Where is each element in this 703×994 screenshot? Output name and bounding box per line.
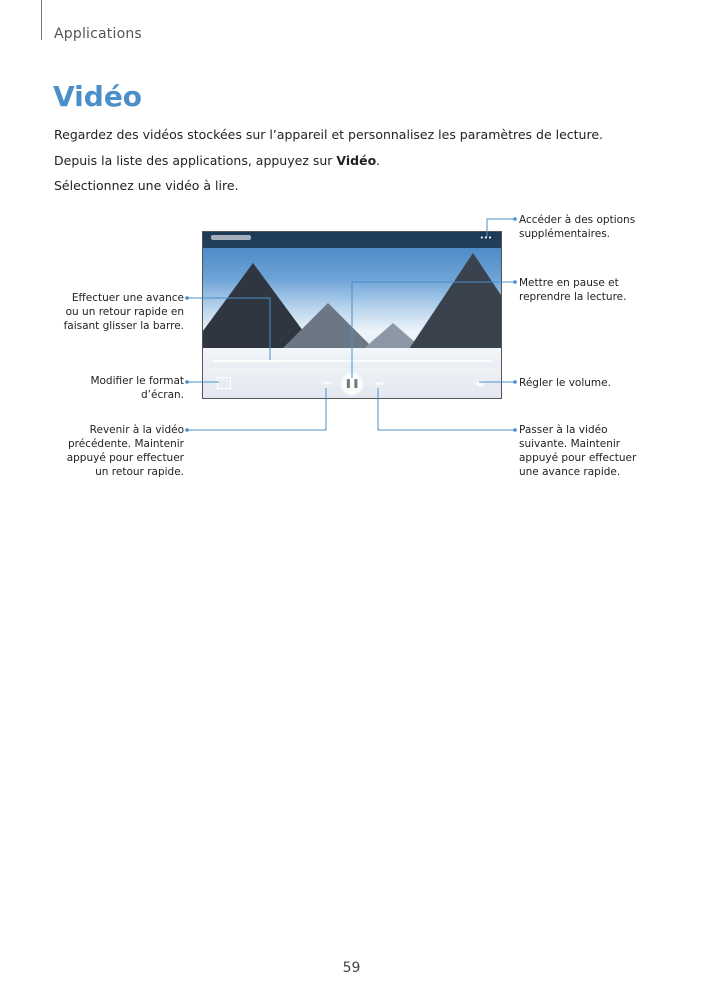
callout-line: appuyé pour effectuer	[519, 452, 637, 464]
section-header: Applications	[54, 26, 142, 42]
callout-line: Mettre en pause et	[519, 277, 619, 289]
callout-seek	[64, 291, 184, 333]
pause-icon[interactable]: ❚❚	[341, 373, 363, 395]
line-pause	[352, 282, 515, 378]
callout-line: un retour rapide.	[95, 466, 184, 478]
callout-line: ou un retour rapide en	[65, 306, 184, 318]
more-icon[interactable]: •••	[479, 234, 493, 242]
callout-line: faisant glisser la barre.	[63, 320, 184, 332]
line-previous	[187, 388, 326, 430]
callout-line: suivante. Maintenir	[519, 438, 621, 450]
callout-line: Régler le volume.	[519, 377, 611, 389]
callout-line: Modifier le format	[90, 375, 184, 387]
skip-previous-icon[interactable]: ⏮	[322, 379, 332, 389]
callout-line: une avance rapide.	[519, 466, 621, 478]
callout-line: précédente. Maintenir	[67, 438, 184, 450]
callout-pause-resume	[519, 276, 626, 304]
line-more-options	[487, 219, 515, 237]
intro-line-2-prefix: Depuis la liste des applications, appuyez sur	[54, 153, 337, 168]
skip-next-icon[interactable]: ⏭	[374, 379, 384, 389]
volume-icon[interactable]: ◀)	[474, 379, 486, 389]
intro-line-1: Regardez des vidéos stockées sur l’appareil et personnalisez les paramètres de lecture.	[54, 127, 603, 142]
callout-more-options	[519, 213, 635, 241]
callout-line: Accéder à des options	[519, 214, 636, 226]
callout-next	[519, 423, 636, 479]
callout-volume	[519, 376, 611, 390]
line-seek	[187, 298, 270, 360]
intro-app-name: Vidéo	[336, 153, 377, 168]
callout-screen-format	[90, 374, 184, 402]
intro-line-3: Sélectionnez une vidéo à lire.	[54, 178, 239, 193]
page-number: 59	[342, 960, 361, 976]
callout-line: reprendre la lecture.	[519, 291, 627, 303]
line-next	[378, 388, 515, 430]
page-title: Vidéo	[53, 80, 143, 113]
callout-line: Passer à la vidéo	[519, 424, 608, 436]
callout-previous	[67, 423, 184, 479]
callout-line: Effectuer une avance	[71, 292, 184, 304]
callout-line: appuyé pour effectuer	[66, 452, 184, 464]
callout-line: supplémentaires.	[519, 228, 610, 240]
callout-line: d’écran.	[141, 389, 184, 401]
callout-line: Revenir à la vidéo	[89, 424, 184, 436]
intro-line-2-suffix: .	[376, 153, 381, 168]
